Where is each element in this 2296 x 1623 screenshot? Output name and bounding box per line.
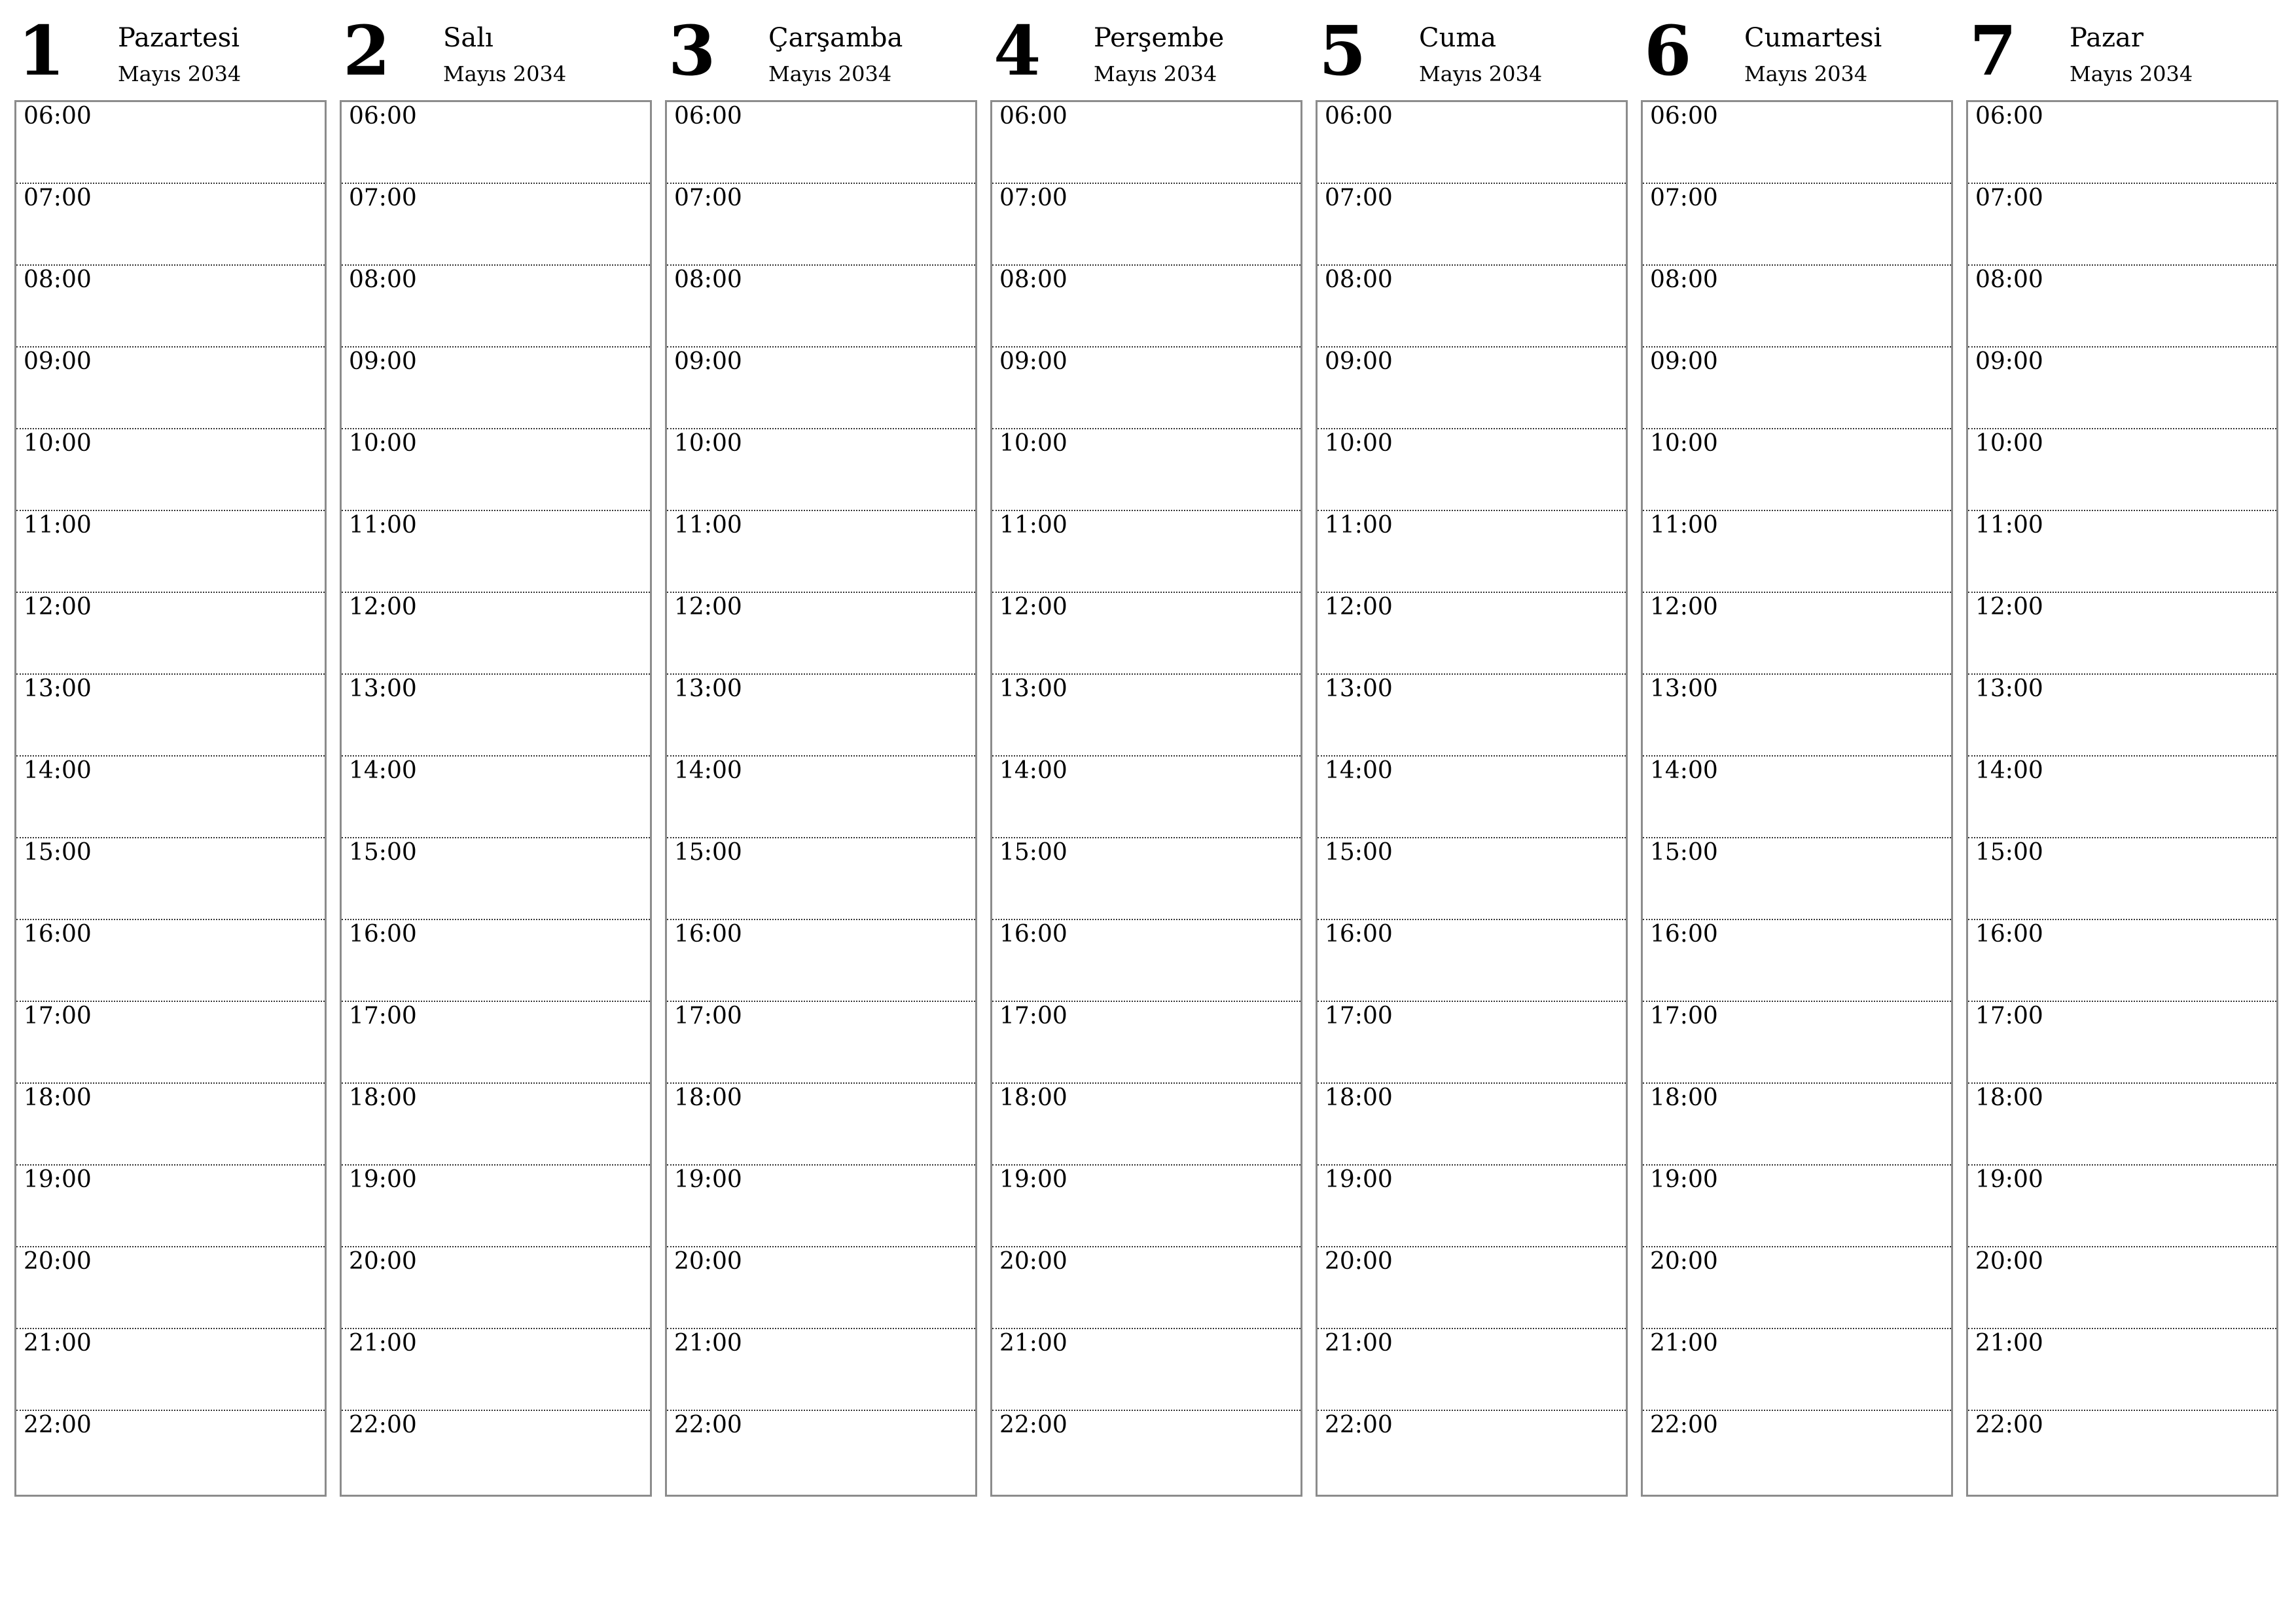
- hour-label: 09:00: [674, 348, 742, 375]
- hour-label: 09:00: [1325, 348, 1393, 375]
- day-name: Pazar: [2070, 23, 2144, 53]
- day-name: Perşembe: [1094, 23, 1225, 53]
- hour-slot[interactable]: [1968, 511, 2276, 593]
- hour-slot[interactable]: [1643, 838, 1951, 920]
- hour-label: 22:00: [999, 1412, 1067, 1438]
- hour-label: 12:00: [999, 594, 1067, 620]
- hour-label: 15:00: [999, 839, 1067, 866]
- day-number: 7: [1969, 10, 2017, 91]
- hour-slot[interactable]: [16, 266, 325, 348]
- hour-slot[interactable]: [992, 1247, 1300, 1329]
- hour-label: 18:00: [1650, 1084, 1718, 1111]
- hour-label: 10:00: [674, 430, 742, 457]
- hour-label: 18:00: [1325, 1084, 1393, 1111]
- day-header: [1966, 0, 2278, 100]
- hour-slot[interactable]: [1318, 184, 1626, 266]
- hour-slot[interactable]: [1643, 1329, 1951, 1411]
- hour-label: 09:00: [349, 348, 417, 375]
- hour-label: 14:00: [24, 757, 92, 784]
- day-month-label: Mayıs 2034: [443, 62, 567, 86]
- hour-slot[interactable]: [667, 348, 975, 429]
- day-column: [665, 0, 977, 1505]
- hour-slot[interactable]: [1643, 266, 1951, 348]
- hour-slot[interactable]: [667, 1329, 975, 1411]
- hour-slot[interactable]: [342, 184, 650, 266]
- hour-label: 16:00: [674, 921, 742, 948]
- hour-slot[interactable]: [667, 593, 975, 675]
- hour-label: 19:00: [1975, 1166, 2043, 1193]
- hour-slot[interactable]: [992, 102, 1300, 184]
- day-schedule-box: [1641, 100, 1953, 1497]
- hour-slot[interactable]: [342, 1329, 650, 1411]
- hour-slot[interactable]: [992, 184, 1300, 266]
- hour-label: 15:00: [1650, 839, 1718, 866]
- hour-label: 17:00: [1975, 1003, 2043, 1029]
- day-column: [990, 0, 1302, 1505]
- hour-slot[interactable]: [342, 1084, 650, 1166]
- hour-label: 06:00: [1325, 103, 1393, 130]
- hour-label: 08:00: [349, 266, 417, 293]
- hour-slot[interactable]: [1968, 838, 2276, 920]
- day-month-label: Mayıs 2034: [1419, 62, 1543, 86]
- hour-slot[interactable]: [342, 1411, 650, 1493]
- hour-label: 15:00: [24, 839, 92, 866]
- hour-label: 16:00: [24, 921, 92, 948]
- hour-slot[interactable]: [992, 429, 1300, 511]
- hour-label: 16:00: [1975, 921, 2043, 948]
- hour-slot[interactable]: [1968, 429, 2276, 511]
- hour-slot[interactable]: [1643, 184, 1951, 266]
- hour-label: 21:00: [999, 1330, 1067, 1357]
- day-month-label: Mayıs 2034: [768, 62, 892, 86]
- day-schedule-box: [340, 100, 652, 1497]
- hour-slot[interactable]: [1968, 1002, 2276, 1084]
- hour-label: 07:00: [999, 185, 1067, 211]
- hour-label: 16:00: [1325, 921, 1393, 948]
- hour-label: 20:00: [1325, 1248, 1393, 1275]
- hour-slot[interactable]: [992, 1329, 1300, 1411]
- hour-label: 17:00: [349, 1003, 417, 1029]
- hour-slot[interactable]: [16, 920, 325, 1002]
- hour-slot[interactable]: [16, 1002, 325, 1084]
- hour-slot[interactable]: [1318, 511, 1626, 593]
- hour-slot[interactable]: [1318, 1084, 1626, 1166]
- hour-label: 13:00: [1975, 675, 2043, 702]
- hour-slot[interactable]: [1318, 757, 1626, 838]
- hour-label: 11:00: [1975, 512, 2043, 539]
- hour-label: 22:00: [1975, 1412, 2043, 1438]
- hour-slot[interactable]: [1318, 429, 1626, 511]
- hour-label: 13:00: [1325, 675, 1393, 702]
- hour-slot[interactable]: [342, 1166, 650, 1247]
- hour-label: 21:00: [1975, 1330, 2043, 1357]
- hour-slot[interactable]: [667, 184, 975, 266]
- hour-label: 22:00: [24, 1412, 92, 1438]
- hour-label: 16:00: [349, 921, 417, 948]
- hour-label: 19:00: [674, 1166, 742, 1193]
- day-schedule-box: [1966, 100, 2278, 1497]
- hour-slot[interactable]: [667, 920, 975, 1002]
- hour-label: 19:00: [349, 1166, 417, 1193]
- hour-label: 06:00: [24, 103, 92, 130]
- hour-slot[interactable]: [1318, 920, 1626, 1002]
- weekly-planner: [14, 0, 2283, 1505]
- hour-label: 09:00: [1650, 348, 1718, 375]
- hour-slot[interactable]: [16, 675, 325, 757]
- hour-label: 14:00: [349, 757, 417, 784]
- hour-slot[interactable]: [16, 102, 325, 184]
- hour-slot[interactable]: [1318, 1247, 1626, 1329]
- hour-label: 13:00: [999, 675, 1067, 702]
- hour-slot[interactable]: [1318, 102, 1626, 184]
- hour-slot[interactable]: [667, 266, 975, 348]
- hour-label: 20:00: [1650, 1248, 1718, 1275]
- day-name: Çarşamba: [768, 23, 903, 53]
- hour-slot[interactable]: [342, 511, 650, 593]
- hour-label: 06:00: [349, 103, 417, 130]
- day-schedule-box: [14, 100, 327, 1497]
- hour-label: 08:00: [1975, 266, 2043, 293]
- hour-label: 08:00: [1650, 266, 1718, 293]
- hour-label: 07:00: [1650, 185, 1718, 211]
- hour-label: 09:00: [1975, 348, 2043, 375]
- hour-label: 18:00: [674, 1084, 742, 1111]
- hour-slot[interactable]: [1643, 757, 1951, 838]
- hour-label: 07:00: [349, 185, 417, 211]
- day-schedule-box: [1316, 100, 1628, 1497]
- hour-slot[interactable]: [1968, 1084, 2276, 1166]
- day-month-label: Mayıs 2034: [118, 62, 242, 86]
- hour-label: 09:00: [24, 348, 92, 375]
- day-column: [1316, 0, 1628, 1505]
- hour-slot[interactable]: [342, 266, 650, 348]
- hour-slot[interactable]: [667, 757, 975, 838]
- day-name: Cumartesi: [1744, 23, 1882, 53]
- hour-label: 07:00: [1325, 185, 1393, 211]
- hour-label: 14:00: [674, 757, 742, 784]
- hour-label: 06:00: [999, 103, 1067, 130]
- hour-label: 14:00: [1325, 757, 1393, 784]
- hour-label: 11:00: [999, 512, 1067, 539]
- hour-slot[interactable]: [667, 1247, 975, 1329]
- hour-slot[interactable]: [1318, 1329, 1626, 1411]
- hour-label: 19:00: [999, 1166, 1067, 1193]
- hour-label: 22:00: [349, 1412, 417, 1438]
- hour-slot[interactable]: [1318, 1411, 1626, 1493]
- hour-slot[interactable]: [667, 1084, 975, 1166]
- hour-slot[interactable]: [1318, 593, 1626, 675]
- hour-label: 20:00: [349, 1248, 417, 1275]
- hour-label: 11:00: [674, 512, 742, 539]
- hour-slot[interactable]: [1968, 1247, 2276, 1329]
- hour-slot[interactable]: [1643, 675, 1951, 757]
- day-number: 5: [1319, 10, 1367, 91]
- hour-slot[interactable]: [342, 348, 650, 429]
- hour-slot[interactable]: [992, 266, 1300, 348]
- hour-slot[interactable]: [992, 920, 1300, 1002]
- hour-label: 07:00: [674, 185, 742, 211]
- day-number: 3: [668, 10, 716, 91]
- hour-slot[interactable]: [1968, 757, 2276, 838]
- hour-slot[interactable]: [16, 838, 325, 920]
- hour-slot[interactable]: [1968, 1411, 2276, 1493]
- day-number: 2: [343, 10, 391, 91]
- hour-slot[interactable]: [1968, 266, 2276, 348]
- hour-label: 20:00: [999, 1248, 1067, 1275]
- day-month-label: Mayıs 2034: [2070, 62, 2193, 86]
- hour-label: 11:00: [24, 512, 92, 539]
- hour-slot[interactable]: [667, 1002, 975, 1084]
- hour-label: 12:00: [349, 594, 417, 620]
- hour-label: 15:00: [1325, 839, 1393, 866]
- day-number: 6: [1644, 10, 1692, 91]
- hour-label: 07:00: [24, 185, 92, 211]
- day-column: [1966, 0, 2278, 1505]
- hour-label: 06:00: [674, 103, 742, 130]
- hour-slot[interactable]: [16, 184, 325, 266]
- hour-slot[interactable]: [342, 838, 650, 920]
- hour-label: 11:00: [349, 512, 417, 539]
- hour-slot[interactable]: [342, 920, 650, 1002]
- day-number: 4: [994, 10, 1041, 91]
- hour-label: 20:00: [24, 1248, 92, 1275]
- hour-slot[interactable]: [1968, 593, 2276, 675]
- hour-slot[interactable]: [992, 511, 1300, 593]
- hour-slot[interactable]: [1643, 920, 1951, 1002]
- day-header: [14, 0, 327, 100]
- hour-slot[interactable]: [1643, 1411, 1951, 1493]
- hour-label: 19:00: [1325, 1166, 1393, 1193]
- hour-slot[interactable]: [992, 1411, 1300, 1493]
- day-month-label: Mayıs 2034: [1744, 62, 1868, 86]
- hour-slot[interactable]: [16, 1084, 325, 1166]
- hour-slot[interactable]: [1968, 920, 2276, 1002]
- hour-label: 08:00: [1325, 266, 1393, 293]
- hour-label: 13:00: [1650, 675, 1718, 702]
- hour-slot[interactable]: [16, 1329, 325, 1411]
- hour-label: 13:00: [24, 675, 92, 702]
- hour-slot[interactable]: [342, 1002, 650, 1084]
- day-name: Cuma: [1419, 23, 1497, 53]
- day-header: [990, 0, 1302, 100]
- hour-slot[interactable]: [1968, 1329, 2276, 1411]
- hour-slot[interactable]: [992, 1002, 1300, 1084]
- hour-label: 06:00: [1650, 103, 1718, 130]
- hour-label: 11:00: [1650, 512, 1718, 539]
- hour-slot[interactable]: [1318, 1166, 1626, 1247]
- day-header: [1316, 0, 1628, 100]
- hour-slot[interactable]: [16, 1247, 325, 1329]
- hour-slot[interactable]: [667, 511, 975, 593]
- hour-label: 17:00: [999, 1003, 1067, 1029]
- day-schedule-box: [990, 100, 1302, 1497]
- hour-slot[interactable]: [1968, 675, 2276, 757]
- hour-slot[interactable]: [1643, 511, 1951, 593]
- hour-slot[interactable]: [342, 1247, 650, 1329]
- day-number: 1: [18, 10, 65, 91]
- hour-label: 17:00: [1650, 1003, 1718, 1029]
- hour-label: 11:00: [1325, 512, 1393, 539]
- hour-label: 12:00: [674, 594, 742, 620]
- hour-slot[interactable]: [1318, 1002, 1626, 1084]
- hour-label: 20:00: [1975, 1248, 2043, 1275]
- hour-slot[interactable]: [992, 675, 1300, 757]
- hour-slot[interactable]: [1643, 348, 1951, 429]
- hour-label: 10:00: [1325, 430, 1393, 457]
- hour-slot[interactable]: [992, 838, 1300, 920]
- hour-slot[interactable]: [16, 757, 325, 838]
- hour-slot[interactable]: [1643, 1002, 1951, 1084]
- hour-slot[interactable]: [1643, 1247, 1951, 1329]
- hour-label: 09:00: [999, 348, 1067, 375]
- day-column: [1641, 0, 1953, 1505]
- hour-slot[interactable]: [1968, 102, 2276, 184]
- day-month-label: Mayıs 2034: [1094, 62, 1217, 86]
- hour-label: 18:00: [1975, 1084, 2043, 1111]
- hour-label: 06:00: [1975, 103, 2043, 130]
- day-header: [1641, 0, 1953, 100]
- hour-label: 14:00: [999, 757, 1067, 784]
- hour-slot[interactable]: [667, 838, 975, 920]
- hour-label: 17:00: [24, 1003, 92, 1029]
- hour-label: 14:00: [1975, 757, 2043, 784]
- hour-slot[interactable]: [342, 675, 650, 757]
- hour-label: 12:00: [1975, 594, 2043, 620]
- hour-slot[interactable]: [342, 429, 650, 511]
- hour-slot[interactable]: [667, 1411, 975, 1493]
- hour-slot[interactable]: [342, 102, 650, 184]
- hour-label: 21:00: [674, 1330, 742, 1357]
- hour-slot[interactable]: [1968, 348, 2276, 429]
- hour-label: 08:00: [24, 266, 92, 293]
- hour-slot[interactable]: [1968, 184, 2276, 266]
- hour-label: 10:00: [999, 430, 1067, 457]
- hour-label: 15:00: [674, 839, 742, 866]
- hour-label: 18:00: [349, 1084, 417, 1111]
- hour-label: 19:00: [1650, 1166, 1718, 1193]
- hour-label: 13:00: [349, 675, 417, 702]
- day-header: [665, 0, 977, 100]
- hour-label: 16:00: [999, 921, 1067, 948]
- hour-label: 21:00: [349, 1330, 417, 1357]
- hour-slot[interactable]: [16, 1411, 325, 1493]
- hour-label: 21:00: [1325, 1330, 1393, 1357]
- hour-slot[interactable]: [1318, 348, 1626, 429]
- hour-slot[interactable]: [1643, 102, 1951, 184]
- hour-label: 22:00: [1325, 1412, 1393, 1438]
- hour-label: 18:00: [999, 1084, 1067, 1111]
- hour-label: 10:00: [24, 430, 92, 457]
- hour-slot[interactable]: [342, 593, 650, 675]
- hour-slot[interactable]: [1968, 1166, 2276, 1247]
- hour-slot[interactable]: [992, 1084, 1300, 1166]
- day-name: Pazartesi: [118, 23, 240, 53]
- hour-slot[interactable]: [667, 1166, 975, 1247]
- hour-label: 10:00: [1975, 430, 2043, 457]
- hour-label: 17:00: [674, 1003, 742, 1029]
- hour-slot[interactable]: [992, 757, 1300, 838]
- hour-label: 14:00: [1650, 757, 1718, 784]
- day-header: [340, 0, 652, 100]
- hour-slot[interactable]: [992, 1166, 1300, 1247]
- hour-label: 10:00: [349, 430, 417, 457]
- hour-slot[interactable]: [667, 102, 975, 184]
- hour-slot[interactable]: [16, 1166, 325, 1247]
- day-column: [340, 0, 652, 1505]
- hour-slot[interactable]: [992, 593, 1300, 675]
- hour-label: 08:00: [999, 266, 1067, 293]
- hour-label: 15:00: [1975, 839, 2043, 866]
- day-column: [14, 0, 327, 1505]
- hour-label: 13:00: [674, 675, 742, 702]
- hour-slot[interactable]: [16, 348, 325, 429]
- hour-slot[interactable]: [342, 757, 650, 838]
- day-schedule-box: [665, 100, 977, 1497]
- hour-label: 18:00: [24, 1084, 92, 1111]
- hour-label: 21:00: [24, 1330, 92, 1357]
- hour-label: 12:00: [1325, 594, 1393, 620]
- hour-slot[interactable]: [16, 511, 325, 593]
- hour-label: 16:00: [1650, 921, 1718, 948]
- hour-slot[interactable]: [1643, 429, 1951, 511]
- hour-slot[interactable]: [1318, 266, 1626, 348]
- hour-label: 07:00: [1975, 185, 2043, 211]
- hour-slot[interactable]: [16, 593, 325, 675]
- hour-slot[interactable]: [1643, 1166, 1951, 1247]
- hour-slot[interactable]: [1643, 593, 1951, 675]
- hour-label: 21:00: [1650, 1330, 1718, 1357]
- hour-slot[interactable]: [1318, 838, 1626, 920]
- hour-label: 20:00: [674, 1248, 742, 1275]
- hour-label: 10:00: [1650, 430, 1718, 457]
- hour-slot[interactable]: [667, 675, 975, 757]
- hour-label: 17:00: [1325, 1003, 1393, 1029]
- hour-label: 12:00: [24, 594, 92, 620]
- hour-label: 22:00: [674, 1412, 742, 1438]
- hour-slot[interactable]: [1643, 1084, 1951, 1166]
- day-name: Salı: [443, 23, 493, 53]
- hour-slot[interactable]: [992, 348, 1300, 429]
- hour-slot[interactable]: [1318, 675, 1626, 757]
- hour-label: 08:00: [674, 266, 742, 293]
- hour-slot[interactable]: [667, 429, 975, 511]
- hour-label: 12:00: [1650, 594, 1718, 620]
- hour-label: 22:00: [1650, 1412, 1718, 1438]
- hour-label: 19:00: [24, 1166, 92, 1193]
- hour-label: 15:00: [349, 839, 417, 866]
- hour-slot[interactable]: [16, 429, 325, 511]
